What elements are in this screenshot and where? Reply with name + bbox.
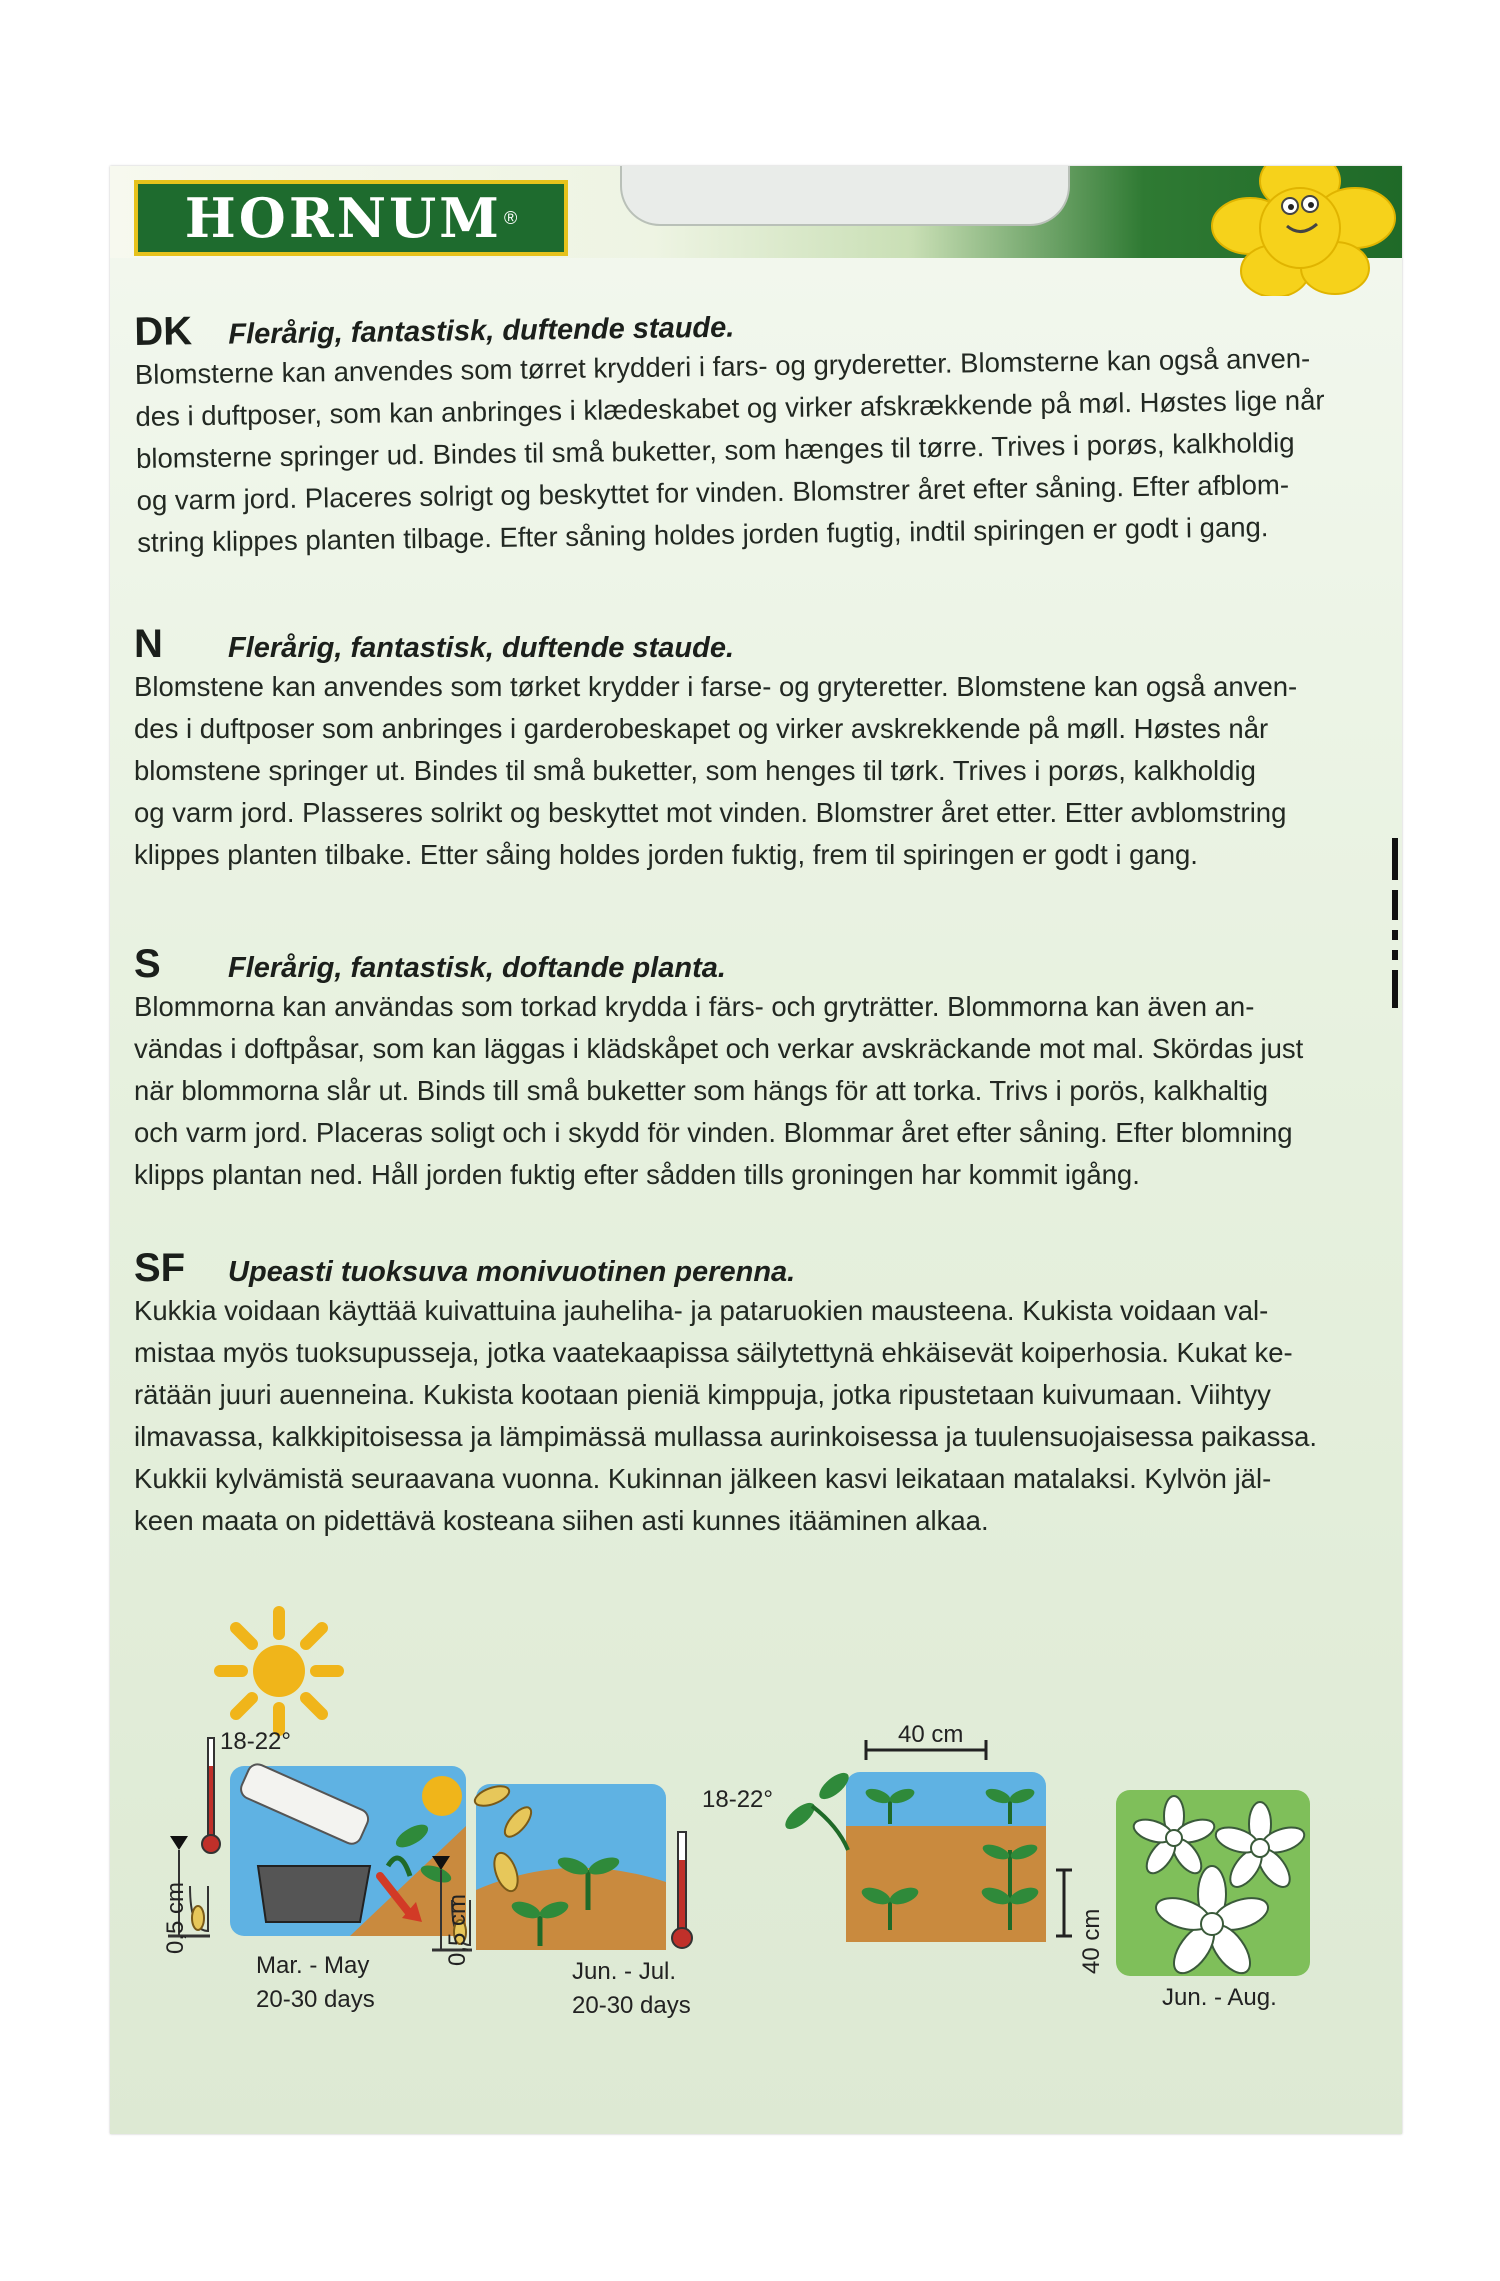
body-line: des i duftposer som anbringes i garderobeskapet og virker avskrekkende på møll. Høstes når bbox=[134, 713, 1269, 744]
body-line: keen maata on pidettävä kosteana siihen asti kunnes itääminen alkaa. bbox=[134, 1505, 989, 1536]
section-n bbox=[134, 622, 1384, 876]
body-line: Kukkia voidaan käyttää kuivattuina jauheliha- ja pataruokien mausteena. Kukista voidaan val- bbox=[134, 1295, 1269, 1326]
section-body bbox=[134, 1290, 1384, 1542]
body-line: string klippes planten tilbage. Efter såning holdes jorden fugtig, indtil spiringen er godt i gang. bbox=[137, 511, 1269, 558]
body-line: när blommorna slår ut. Binds till små buketter som hängs för att torka. Trivs i porös, kalkhaltig bbox=[134, 1075, 1269, 1106]
body-line: mistaa myös tuoksupusseja, jotka vaatekaapissa säilytettynä ehkäisevät koiperhosia. Kukat ke- bbox=[134, 1337, 1293, 1368]
flowering-pictogram bbox=[1112, 1786, 1322, 1986]
section-body bbox=[135, 337, 1388, 564]
full-sun-icon bbox=[214, 1606, 344, 1736]
section-dk bbox=[134, 293, 1387, 564]
body-line: och varm jord. Placeras soligt och i skydd för vinden. Blommar året efter såning. Efter blomning bbox=[134, 1117, 1293, 1148]
days-label: 20-30 days bbox=[572, 1992, 691, 2019]
days-label: 20-30 days bbox=[256, 1986, 375, 2013]
section-title: Flerårig, fantastisk, duftende staude. bbox=[228, 311, 735, 351]
section-body bbox=[134, 986, 1384, 1196]
body-line: ilmavassa, kalkkipitoisessa ja lämpimässä mullassa aurinkoisessa ja tuulensuojaisessa paikassa. bbox=[134, 1421, 1318, 1452]
edge-marks bbox=[1392, 838, 1398, 1032]
body-line: Blomstene kan anvendes som tørket krydder i farse- og gryteretter. Blomstene kan også anven- bbox=[134, 671, 1298, 702]
depth-label: 0,5 cm bbox=[162, 1881, 189, 1954]
language-code: SF bbox=[134, 1246, 186, 1290]
plant-spacing-label: 40 cm bbox=[1078, 1908, 1105, 1974]
period-label: Mar. - May bbox=[256, 1952, 370, 1979]
section-title: Flerårig, fantastisk, duftende staude. bbox=[228, 632, 734, 664]
section-title: Upeasti tuoksuva monivuotinen perenna. bbox=[228, 1256, 796, 1288]
body-line: rätään juuri auenneina. Kukista kootaan pieniä kimppuja, jotka ripustetaan kuivumaan. Viihtyy bbox=[134, 1379, 1271, 1410]
section-s bbox=[134, 942, 1384, 1196]
mascot-flower-icon bbox=[1195, 166, 1402, 296]
depth-label: 0,5 cm bbox=[444, 1893, 471, 1966]
hanger-slot bbox=[620, 166, 1070, 226]
body-line: des i duftposer, som kan anbringes i klædeskabet og virker afskrækkende på møl. Høstes lige når bbox=[135, 384, 1325, 432]
brand-logo bbox=[134, 180, 568, 256]
language-code: DK bbox=[134, 309, 193, 354]
temp-label: 18-22° bbox=[220, 1728, 291, 1755]
section-sf bbox=[134, 1246, 1384, 1542]
body-line: og varm jord. Plasseres solrikt og beskyttet mot vinden. Blomstrer året etter. Etter avblomstring bbox=[134, 797, 1287, 828]
body-line: Blomsterne kan anvendes som tørret krydderi i fars- og gryderetter. Blomsterne kan også anven- bbox=[134, 342, 1311, 390]
body-line: blomstene springer ut. Bindes til små buketter, som henges til tørk. Trives i porøs, kalkholdig bbox=[134, 755, 1256, 786]
body-line: vändas i doftpåsar, som kan läggas i klädskåpet och verkar avskräckande mot mal. Skördas just bbox=[134, 1033, 1304, 1064]
body-line: Blommorna kan användas som torkad krydda i färs- och gryträtter. Blommorna kan även an- bbox=[134, 991, 1255, 1022]
seed-packet-back bbox=[110, 166, 1402, 2134]
body-line: klippes planten tilbake. Etter såing holdes jorden fuktig, frem til spiringen er godt i gang. bbox=[134, 839, 1198, 870]
registered-mark: ® bbox=[503, 207, 518, 228]
body-line: Kukkii kylvämistä seuraavana vuonna. Kukinnan jälkeen kasvi leikataan matalaksi. Kylvön jäl- bbox=[134, 1463, 1272, 1494]
language-code: N bbox=[134, 622, 163, 666]
temp-label: 18-22° bbox=[702, 1786, 773, 1813]
brand-name: HORNUM bbox=[184, 186, 502, 250]
period-label: Jun. - Jul. bbox=[572, 1958, 677, 1985]
body-line: og varm jord. Placeres solrigt og beskyttet for vinden. Blomstrer året efter såning. Efter afblom- bbox=[136, 468, 1290, 516]
section-title: Flerårig, fantastisk, doftande planta. bbox=[228, 952, 726, 984]
plant-spacing-pictogram bbox=[778, 1730, 1088, 1956]
language-code: S bbox=[134, 942, 161, 986]
outdoor-sowing-pictogram bbox=[428, 1770, 728, 1960]
row-spacing-label: 40 cm bbox=[898, 1721, 964, 1748]
section-body bbox=[134, 666, 1384, 876]
period-label: Jun. - Aug. bbox=[1162, 1984, 1277, 2011]
body-line: klipps plantan ned. Håll jorden fuktig efter sådden tills groningen har kommit igång. bbox=[134, 1159, 1140, 1190]
body-line: blomsterne springer ud. Bindes til små buketter, som hænges til tørre. Trives i porøs, kalkholdig bbox=[135, 426, 1295, 474]
